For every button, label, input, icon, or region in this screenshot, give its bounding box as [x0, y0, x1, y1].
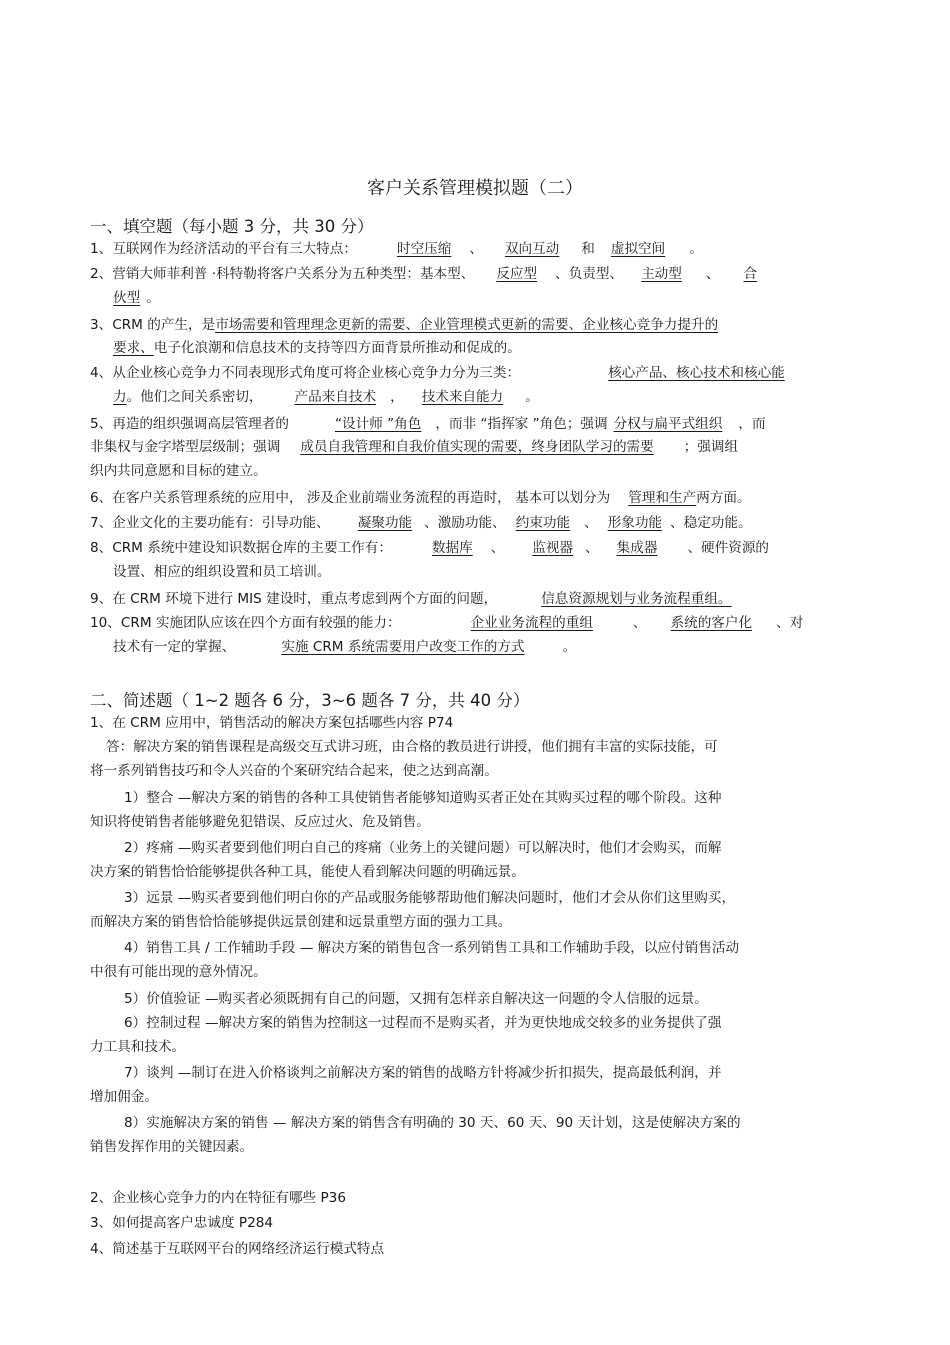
- section-heading-fill-blank: 一、填空题（每小题 3 分，共 30 分）: [90, 217, 374, 236]
- separator: 、: [584, 515, 598, 531]
- separator: 、: [705, 266, 720, 282]
- separator: ，: [390, 389, 404, 405]
- separator: 和: [581, 241, 595, 257]
- punct: ；强调组: [683, 439, 739, 455]
- separator: 、激励功能、: [424, 515, 506, 531]
- question-text: 非集权与金字塔型层级制；强调: [90, 439, 281, 455]
- question-text: 8、CRM 系统中建设知识数据仓库的主要工作有：: [90, 540, 392, 556]
- separator: 、: [490, 540, 505, 556]
- answer-blank: 时空压缩: [396, 241, 452, 257]
- answer-point-6: 6）控制过程 —解决方案的销售为控制这一过程而不是购买者，并为更快地成交较多的业务提供了强: [124, 1015, 722, 1031]
- answer-blank: 双向互动: [504, 241, 560, 257]
- question-8-cont: 设置、相应的组织设置和员工培训。: [113, 564, 331, 580]
- short-question-2: 2、企业核心竞争力的内在特征有哪些 P36: [90, 1190, 346, 1206]
- answer-blank: 伙型: [113, 290, 141, 306]
- question-text: 两方面。: [696, 490, 751, 506]
- question-4: [90, 365, 870, 381]
- question-3-cont: [113, 340, 893, 356]
- answer-point-1-cont: 知识将使销售者能够避免犯错误、反应过火、危及销售。: [90, 814, 430, 830]
- separator: 、: [632, 615, 647, 631]
- question-text: 。他们之间关系密切，: [126, 389, 263, 405]
- answer-blank: 实施 CRM 系统需要用户改变工作的方式: [281, 639, 525, 655]
- answer-blank: 虚拟空间: [610, 241, 666, 257]
- question-2: [90, 266, 870, 282]
- question-text: 4、从企业核心竞争力不同表现形式角度可将企业核心竞争力分为三类：: [90, 365, 521, 381]
- answer-point-7-cont: 增加佣金。: [90, 1089, 158, 1105]
- question-text: ，而非 “指挥家 ”角色；强调: [435, 416, 608, 432]
- question-5-line3: 织内共同意愿和目标的建立。: [90, 463, 267, 479]
- question-text: 5、再造的组织强调高层管理者的: [90, 416, 289, 432]
- answer-point-1: 1）整合 —解决方案的销售的各种工具使销售者能够知道购买者正处在其购买过程的哪个阶段。这种: [124, 790, 722, 806]
- question-3: [90, 317, 870, 333]
- question-text: 6、在客户关系管理系统的应用中， 涉及企业前端业务流程的再造时， 基本可以划分为: [90, 490, 611, 506]
- short-question-4: 4、简述基于互联网平台的网络经济运行模式特点: [90, 1241, 385, 1257]
- question-6: [90, 490, 870, 506]
- answer-blank: 分权与扁平式组织: [613, 416, 723, 432]
- question-text: 技术有一定的掌握、: [113, 639, 236, 655]
- short-question-1: 1、在 CRM 应用中，销售活动的解决方案包括哪些内容 P74: [90, 715, 454, 731]
- answer-blank: 产品来自技术: [294, 389, 377, 405]
- answer-blank: 要求、: [113, 340, 154, 356]
- question-10: [90, 615, 870, 631]
- answer-intro-line2: 将一系列销售技巧和令人兴奋的个案研究结合起来，使之达到高潮。: [90, 763, 498, 779]
- punct: 。: [146, 290, 160, 306]
- answer-blank: 反应型: [496, 266, 538, 282]
- separator: 、: [585, 540, 599, 556]
- answer-blank: 信息资源规划与业务流程重组。: [541, 591, 732, 607]
- punct: ，而: [738, 416, 766, 432]
- answer-blank: “设计师 ”角色: [334, 416, 422, 432]
- page-title: 客户关系管理模拟题（二）: [367, 178, 583, 199]
- answer-intro-line1: 答：解决方案的销售课程是高级交互式讲习班，由合格的教员进行讲授，他们拥有丰富的实际技能，可: [106, 739, 718, 755]
- question-text: 电子化浪潮和信息技术的支持等四方面背景所推动和促成的。: [153, 340, 521, 356]
- punct: 。: [525, 389, 539, 405]
- answer-point-8-cont: 销售发挥作用的关键因素。: [90, 1139, 254, 1155]
- question-9: [90, 591, 870, 607]
- question-7: [90, 515, 870, 531]
- answer-point-7: 7）谈判 —制订在进入价格谈判之前解决方案的销售的战略方针将减少折扣损失，提高最低利润，并: [124, 1065, 722, 1081]
- question-text: 1、互联网作为经济活动的平台有三大特点：: [90, 241, 357, 257]
- question-text: 、对: [776, 615, 804, 631]
- answer-blank: 成员自我管理和自我价值实现的需要，终身团队学习的需要: [300, 439, 654, 455]
- answer-blank: 约束功能: [515, 515, 571, 531]
- answer-blank: 集成器: [616, 540, 658, 556]
- question-text: 3、CRM 的产生，是: [90, 317, 216, 333]
- question-1: [90, 241, 870, 257]
- answer-point-2-cont: 决方案的销售恰恰能够提供各种工具，能使人看到解决问题的明确远景。: [90, 864, 525, 880]
- answer-point-3: 3）远景 —购买者要到他们明白你的产品或服务能够帮助他们解决问题时，他们才会从你们这里购买，: [124, 890, 736, 906]
- answer-blank: 监视器: [532, 540, 574, 556]
- answer-point-6-cont: 力工具和技术。: [90, 1039, 186, 1055]
- answer-point-2: 2）疼痛 —购买者要到他们明白自己的疼痛（业务上的关键问题）可以解决时，他们才会购买，而解: [124, 840, 722, 856]
- question-10-cont: [113, 639, 893, 655]
- question-2-cont: [113, 290, 893, 306]
- answer-blank: 凝聚功能: [357, 515, 413, 531]
- answer-point-4-cont: 中很有可能出现的意外情况。: [90, 964, 267, 980]
- answer-blank: 数据库: [431, 540, 473, 556]
- answer-blank: 核心产品、核心技术和核心能: [608, 365, 785, 381]
- answer-blank: 合: [743, 266, 758, 282]
- question-4-cont: [113, 389, 893, 405]
- separator: 、: [469, 241, 483, 257]
- answer-blank: 力: [113, 389, 127, 405]
- answer-point-8: 8）实施解决方案的销售 — 解决方案的销售含有明确的 30 天、60 天、90 天计划，这是使解决方案的: [124, 1115, 741, 1131]
- question-text: 10、CRM 实施团队应该在四个方面有较强的能力：: [90, 615, 401, 631]
- answer-blank: 技术来自能力: [421, 389, 504, 405]
- punct: 。: [689, 241, 703, 257]
- question-text: 2、营销大师菲利普 ·科特勒将客户关系分为五种类型：基本型、: [90, 266, 475, 282]
- question-5: [90, 416, 870, 432]
- answer-blank: 管理和生产: [628, 490, 697, 506]
- question-text: 9、在 CRM 环境下进行 MIS 建设时，重点考虑到两个方面的问题，: [90, 591, 498, 607]
- question-text: 、硬件资源的: [687, 540, 770, 556]
- answer-blank: 系统的客户化: [670, 615, 753, 631]
- short-question-3: 3、如何提高客户忠诚度 P284: [90, 1215, 274, 1231]
- separator: 、负责型、: [555, 266, 624, 282]
- question-text: 、稳定功能。: [670, 515, 752, 531]
- answer-point-3-cont: 而解决方案的销售恰恰能够提供远景创建和远景重塑方面的强力工具。: [90, 914, 512, 930]
- answer-blank: 形象功能: [607, 515, 663, 531]
- answer-point-4: 4）销售工具 / 工作辅助手段 — 解决方案的销售包含一系列销售工具和工作辅助手段，以应付销售活动: [124, 940, 740, 956]
- question-5-line2: [90, 439, 870, 455]
- section-heading-short-answer: 二、简述题（ 1~2 题各 6 分，3~6 题各 7 分，共 40 分）: [90, 691, 530, 710]
- answer-point-5: 5）价值验证 —购买者必须既拥有自己的问题，又拥有怎样亲自解决这一问题的令人信服的远景。: [124, 991, 708, 1007]
- answer-blank: 市场需要和管理理念更新的需要、企业管理模式更新的需要、企业核心竞争力提升的: [215, 317, 719, 333]
- answer-blank: 企业业务流程的重组: [470, 615, 593, 631]
- question-8: [90, 540, 870, 556]
- answer-blank: 主动型: [641, 266, 682, 282]
- question-text: 7、企业文化的主要功能有：引导功能、: [90, 515, 330, 531]
- punct: 。: [562, 639, 577, 655]
